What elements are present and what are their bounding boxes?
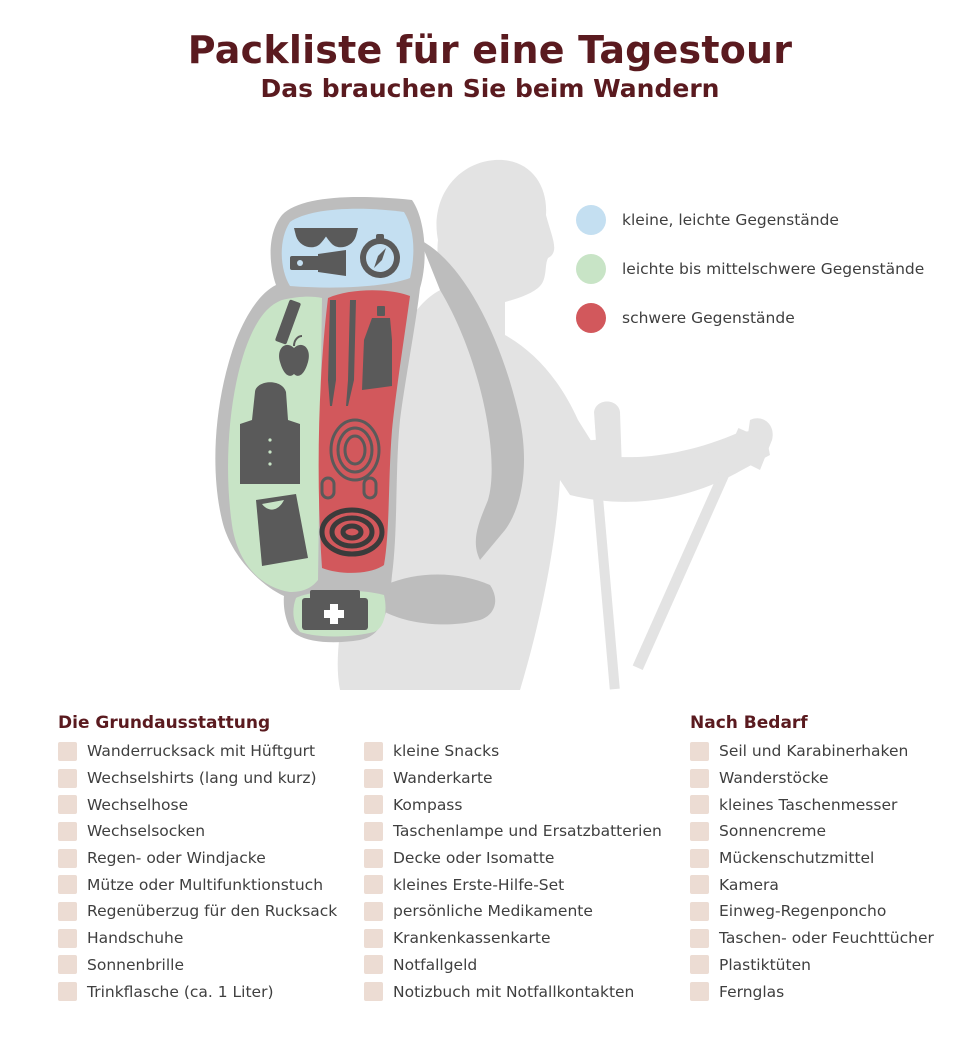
checklist-item-label: Kamera [719, 875, 779, 894]
checkbox[interactable] [58, 875, 77, 894]
section-heading-basic: Die Grundausstattung [58, 713, 271, 733]
checklist-item[interactable] [690, 898, 934, 925]
checklist-item[interactable] [690, 738, 934, 765]
checklist-item[interactable] [690, 765, 934, 792]
legend-item-heavy [576, 303, 924, 333]
checkbox[interactable] [364, 795, 383, 814]
legend-dot-medium [576, 254, 606, 284]
checklist-item[interactable] [690, 925, 934, 952]
checklist-item[interactable] [364, 952, 662, 979]
checklist-item-label: Regen- oder Windjacke [87, 849, 266, 868]
checklist-item[interactable] [58, 818, 337, 845]
checklist-item[interactable] [364, 738, 662, 765]
checklist-item-label: Wechselsocken [87, 822, 206, 841]
checklist-item[interactable] [364, 845, 662, 872]
checklist-item-label: Handschuhe [87, 929, 184, 948]
checklist-item[interactable] [364, 925, 662, 952]
checkbox[interactable] [690, 769, 709, 788]
checklist-basic [58, 710, 337, 1005]
checkbox[interactable] [58, 769, 77, 788]
checklist-item-label: Wechselshirts (lang und kurz) [87, 769, 317, 788]
page-subtitle: Das brauchen Sie beim Wandern [260, 74, 720, 103]
checklist-basic-continued [364, 710, 662, 1005]
legend-dot-light [576, 205, 606, 235]
section-heading-optional: Nach Bedarf [690, 713, 808, 733]
legend-label: kleine, leichte Gegenstände [622, 211, 839, 229]
first-aid-kit-icon [302, 590, 368, 630]
checklist-item-label: Wanderstöcke [719, 769, 829, 788]
checklist-item[interactable] [364, 818, 662, 845]
legend [576, 205, 924, 352]
checkbox[interactable] [58, 822, 77, 841]
checkbox[interactable] [364, 849, 383, 868]
checklist-item[interactable] [690, 952, 934, 979]
checkbox[interactable] [58, 982, 77, 1001]
checklist-item[interactable] [364, 871, 662, 898]
checklist-item-label: Trinkflasche (ca. 1 Liter) [87, 982, 274, 1001]
checkbox[interactable] [690, 795, 709, 814]
checklist-item-label: Mückenschutzmittel [719, 849, 875, 868]
checklist-item-label: Fernglas [719, 982, 785, 1001]
checklist-item[interactable] [58, 952, 337, 979]
checklist-item[interactable] [690, 818, 934, 845]
checklist-item[interactable] [58, 871, 337, 898]
checklist-item[interactable] [58, 765, 337, 792]
checklist-item-label: Notizbuch mit Notfallkontakten [393, 982, 635, 1001]
checklist-item-label: Taschenlampe und Ersatzbatterien [393, 822, 662, 841]
checklist-item[interactable] [58, 845, 337, 872]
checkbox[interactable] [690, 955, 709, 974]
checklist-item-label: Taschen- oder Feuchttücher [719, 929, 934, 948]
checkbox[interactable] [690, 929, 709, 948]
checklist-item-label: Einweg-Regenponcho [719, 902, 887, 921]
checklist-item-label: Notfallgeld [393, 955, 478, 974]
checkbox[interactable] [690, 742, 709, 761]
checklist-item-label: Krankenkassenkarte [393, 929, 551, 948]
checklist-item[interactable] [690, 845, 934, 872]
checkbox[interactable] [58, 902, 77, 921]
checklist-item-label: kleines Taschenmesser [719, 795, 898, 814]
checklist-item[interactable] [364, 978, 662, 1005]
checkbox[interactable] [364, 822, 383, 841]
checkbox[interactable] [58, 929, 77, 948]
checklist-item-label: Wanderkarte [393, 769, 493, 788]
checklist-item-label: Mütze oder Multifunktionstuch [87, 875, 324, 894]
checklist-item-label: Sonnenbrille [87, 955, 184, 974]
legend-label: leichte bis mittelschwere Gegenstände [622, 260, 925, 278]
checklist-item[interactable] [364, 898, 662, 925]
legend-item-medium [576, 254, 924, 284]
checklist-item-label: kleine Snacks [393, 742, 500, 761]
legend-dot-heavy [576, 303, 606, 333]
checklist-item-label: persönliche Medikamente [393, 902, 593, 921]
checkbox[interactable] [364, 742, 383, 761]
checklist-item[interactable] [690, 978, 934, 1005]
checklist-item-label: Sonnencreme [719, 822, 827, 841]
checkbox[interactable] [364, 875, 383, 894]
checkbox[interactable] [58, 955, 77, 974]
checkbox[interactable] [690, 902, 709, 921]
checklist-item-label: Regenüberzug für den Rucksack [87, 902, 338, 921]
checkbox[interactable] [690, 875, 709, 894]
checklist-item-label: kleines Erste-Hilfe-Set [393, 875, 565, 894]
checkbox[interactable] [364, 902, 383, 921]
checklist-item[interactable] [58, 738, 337, 765]
checkbox[interactable] [690, 849, 709, 868]
checklist-item[interactable] [58, 978, 337, 1005]
checkbox[interactable] [364, 982, 383, 1001]
checklist-item-label: Seil und Karabinerhaken [719, 742, 909, 761]
checkbox[interactable] [58, 742, 77, 761]
legend-item-light [576, 205, 924, 235]
checkbox[interactable] [364, 769, 383, 788]
checkbox[interactable] [364, 929, 383, 948]
checkbox[interactable] [364, 955, 383, 974]
checklist-item-label: Plastiktüten [719, 955, 811, 974]
checklist-item[interactable] [690, 791, 934, 818]
checkbox[interactable] [58, 795, 77, 814]
checklist-item[interactable] [58, 791, 337, 818]
checklist-optional [690, 710, 934, 1005]
checklist-item-label: Wechselhose [87, 795, 189, 814]
checkbox[interactable] [58, 849, 77, 868]
checklist-item[interactable] [58, 925, 337, 952]
checklist-item-label: Wanderrucksack mit Hüftgurt [87, 742, 316, 761]
checklist-item-label: Decke oder Isomatte [393, 849, 555, 868]
checklist-item[interactable] [364, 791, 662, 818]
checkbox[interactable] [690, 982, 709, 1001]
page-title: Packliste für eine Tagestour [187, 28, 793, 72]
checklist-item[interactable] [364, 765, 662, 792]
checklist-item[interactable] [690, 871, 934, 898]
checklist-item[interactable] [58, 898, 337, 925]
checklist-item-label: Kompass [393, 795, 463, 814]
legend-label: schwere Gegenstände [622, 309, 795, 327]
checkbox[interactable] [690, 822, 709, 841]
